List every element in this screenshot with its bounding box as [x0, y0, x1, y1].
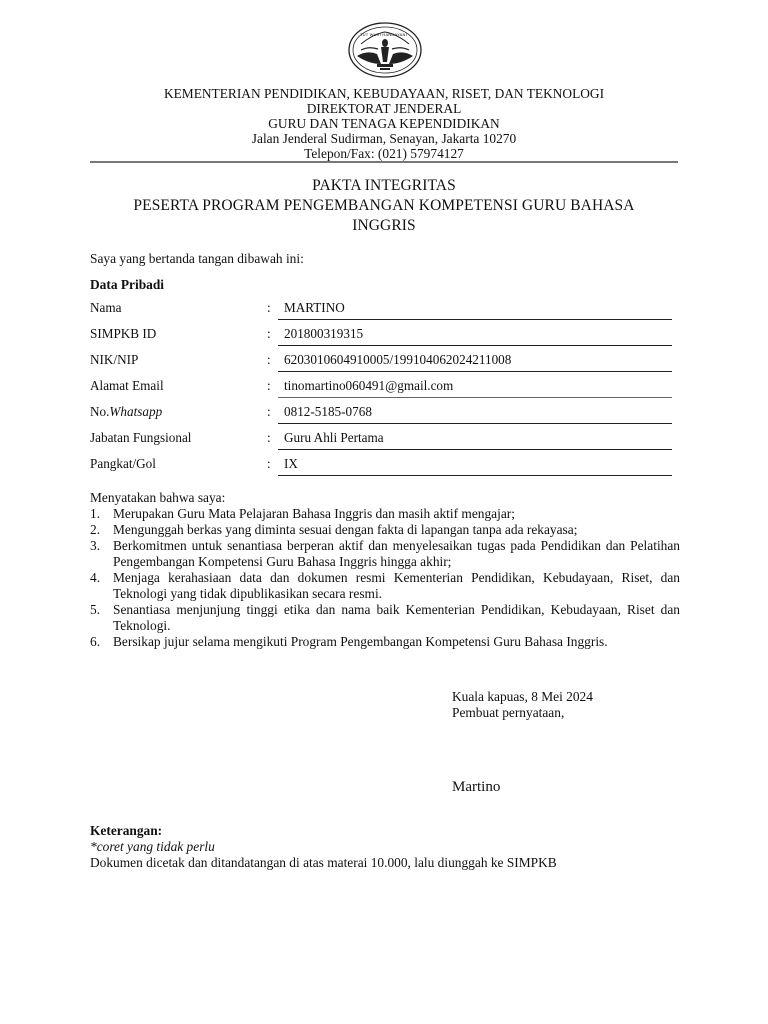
- field-value: Guru Ahli Pertama: [284, 430, 384, 445]
- declaration-item: [90, 538, 680, 570]
- field-row-email: [90, 372, 672, 398]
- field-label: Alamat Email: [90, 378, 164, 393]
- field-colon: :: [267, 456, 271, 471]
- field-row-simpkb-id: [90, 320, 672, 346]
- declaration-item: [90, 522, 680, 538]
- title-line-3: INGGRIS: [352, 217, 416, 234]
- field-label: [90, 404, 162, 420]
- header-directorate: DIREKTORAT JENDERAL: [306, 101, 462, 116]
- field-label: Jabatan Fungsional: [90, 430, 192, 445]
- item-number: 5.: [90, 602, 101, 617]
- declaration-section: [90, 490, 680, 650]
- field-label: SIMPKB ID: [90, 326, 157, 341]
- header-ministry: KEMENTERIAN PENDIDIKAN, KEBUDAYAAN, RISET, DAN TEKNOLOGI: [163, 86, 605, 101]
- field-underline: [278, 475, 672, 476]
- field-label: NIK/NIP: [90, 352, 139, 367]
- declaration-item: [90, 634, 680, 650]
- header-unit: GURU DAN TENAGA KEPENDIDIKAN: [268, 116, 500, 131]
- declaration-item: [90, 602, 680, 634]
- field-row-rank: [90, 450, 672, 476]
- header-divider: [90, 161, 678, 163]
- field-colon: :: [267, 352, 271, 367]
- document-title: [90, 176, 678, 236]
- field-value: IX: [284, 456, 298, 471]
- field-value: tinomartino060491@gmail.com: [284, 378, 454, 393]
- field-label: Nama: [90, 300, 122, 315]
- notes-section: [90, 823, 557, 871]
- signature-place-date: Kuala kapuas, 8 Mei 2024: [452, 689, 593, 704]
- section-title-personal-data: Data Pribadi: [90, 277, 165, 292]
- header-address: Jalan Jenderal Sudirman, Senayan, Jakarta 10270: [251, 131, 517, 146]
- item-text: Menjaga kerahasiaan data dan dokumen resmi Kementerian Pendidikan, Kebudayaan, Riset, dan Teknologi yang tidak dipublikasikan secara resmi.: [113, 570, 680, 601]
- field-label: Pangkat/Gol: [90, 456, 156, 471]
- item-text: Senantiasa menjunjung tinggi etika dan nama baik Kementerian Pendidikan, Kebudayaan, Riset dan Teknologi.: [113, 602, 680, 633]
- field-colon: :: [267, 326, 271, 341]
- field-colon: :: [267, 378, 271, 393]
- item-number: 6.: [90, 634, 101, 649]
- logo-caption: TUT WURI HANDAYANI: [360, 32, 407, 37]
- item-text: Mengunggah berkas yang diminta sesuai dengan fakta di lapangan tanpa ada rekayasa;: [113, 522, 578, 537]
- field-value: 201800319315: [284, 326, 364, 341]
- field-row-whatsapp: [90, 398, 672, 424]
- item-number: 4.: [90, 570, 101, 585]
- field-row-name: [90, 294, 672, 320]
- item-text: Merupakan Guru Mata Pelajaran Bahasa Inggris dan masih aktif mengajar;: [113, 506, 515, 521]
- field-colon: :: [267, 430, 271, 445]
- intro-text: Saya yang bertanda tangan dibawah ini:: [90, 251, 304, 266]
- item-number: 3.: [90, 538, 101, 553]
- declaration-item: [90, 506, 680, 522]
- header-phone: Telepon/Fax: (021) 57974127: [304, 146, 464, 161]
- notes-heading: Keterangan:: [90, 823, 163, 838]
- notes-strike-note: *coret yang tidak perlu: [90, 839, 215, 854]
- item-number: 2.: [90, 522, 101, 537]
- declaration-item: [90, 570, 680, 602]
- signature-name: Martino: [452, 779, 501, 795]
- title-line-2: PESERTA PROGRAM PENGEMBANGAN KOMPETENSI GURU BAHASA: [133, 197, 635, 214]
- item-text: Bersikap jujur selama mengikuti Program Pengembangan Kompetensi Guru Bahasa Inggris.: [113, 634, 608, 649]
- field-row-nik-nip: [90, 346, 672, 372]
- field-value: MARTINO: [284, 300, 345, 315]
- title-line-1: PAKTA INTEGRITAS: [312, 177, 456, 194]
- field-label-italic: Whatsapp: [109, 404, 163, 419]
- declaration-heading: Menyatakan bahwa saya:: [90, 490, 226, 505]
- item-number: 1.: [90, 506, 101, 521]
- field-value: 6203010604910005/199104062024211008: [284, 352, 512, 367]
- field-label-prefix: No.: [90, 404, 110, 419]
- field-value: 0812-5185-0768: [284, 404, 372, 419]
- notes-instruction: Dokumen dicetak dan ditandatangan di atas materai 10.000, lalu diunggah ke SIMPKB: [90, 855, 557, 870]
- tut-wuri-handayani-logo: [347, 20, 423, 78]
- item-text: Berkomitmen untuk senantiasa berperan aktif dan menyelesaikan tugas pada Pendidikan dan Pelatihan Pengembangan Kompetensi Guru Bahasa Inggris hingga akhir;: [113, 538, 680, 569]
- field-row-functional-position: [90, 424, 672, 450]
- field-colon: :: [267, 300, 271, 315]
- signature-role: Pembuat pernyataan,: [452, 705, 565, 720]
- field-colon: :: [267, 404, 271, 419]
